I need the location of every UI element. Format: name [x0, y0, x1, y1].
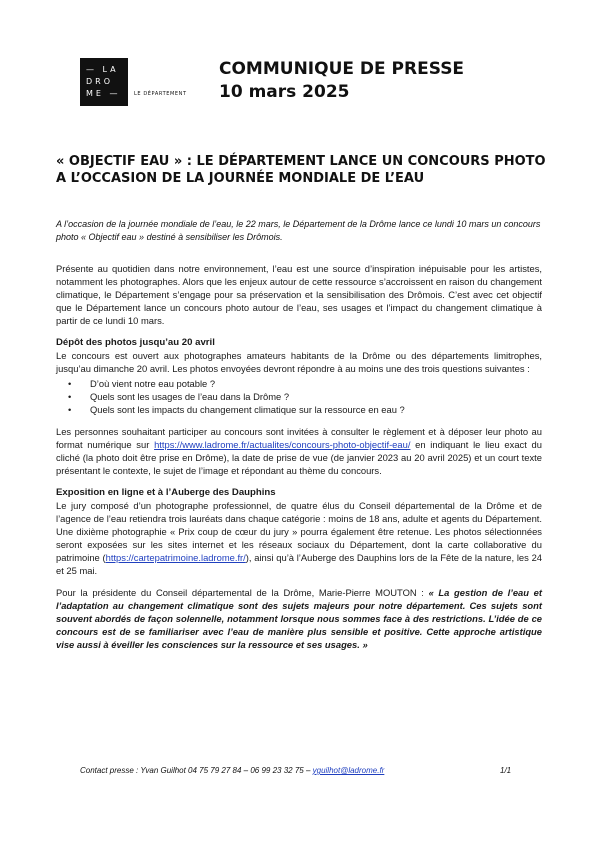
press-release-header: [219, 58, 464, 104]
contact-email-link[interactable]: yguilhot@ladrome.fr: [312, 766, 385, 775]
participation-text-before: Les personnes souhaitant participer au concours sont invitées à consulter le règlement et à déposer leur photo au format numérique sur: [56, 426, 542, 450]
list-item: [56, 390, 542, 403]
question-text: D’où vient notre eau potable ?: [90, 378, 216, 389]
contest-rules-paragraph: Le concours est ouvert aux photographes amateurs habitants de la Drôme ou des départements limitrophes, jusqu’au dimanche 20 avril. Les photos envoyées devront répondre à au moins une des trois questions suivantes :: [56, 350, 542, 374]
list-item: [56, 403, 542, 416]
jury-paragraph: [56, 499, 542, 577]
bullet-icon: •: [68, 378, 72, 389]
list-item: [56, 377, 542, 390]
logo-subtitle: LE DÉPARTEMENT: [134, 91, 187, 97]
question-text: Quels sont les impacts du changement climatique sur la ressource en eau ?: [90, 404, 405, 415]
press-release-title: COMMUNIQUE DE PRESSE: [219, 59, 465, 79]
participation-text-after: en indiquant le lieu exact du cliché (la photo doit être prise en Drôme), la date de prise de vue (de janvier 2023 au 20 avril 2025) et un court texte présentant le contexte, le sujet de l’image et répondant au thème du concours.: [56, 439, 542, 476]
press-release-date: 10 mars 2025: [219, 82, 350, 102]
section-heading-exhibition: Exposition en ligne et à l’Auberge des Dauphins: [56, 487, 276, 498]
heritage-map-link[interactable]: https://cartepatrimoine.ladrome.fr/: [105, 552, 246, 563]
bullet-icon: •: [68, 404, 72, 415]
jury-text-before: Le jury composé d’un photographe professionnel, de quatre élus du Conseil départemental de la Drôme et de l’agence de l’eau retiendra trois lauréats dans chaque catégorie : moins de 18 ans, adulte et agents du Département. Une dixième photographie « Prix coup de cœur du jury » pourra également être retenue. Les photos sélectionnées seront exposées sur les sites internet et les réseaux sociaux du Département, dont la carte collaborative du patrimoine (: [56, 500, 542, 563]
logo-line-2: DRO: [86, 77, 114, 86]
questions-list: [56, 377, 542, 416]
lead-paragraph: A l’occasion de la journée mondiale de l’eau, le 22 mars, le Département de la Drôme lance ce lundi 10 mars un concours photo « Objectif eau » destiné à sensibiliser les Drômois.: [56, 219, 541, 242]
page-number: 1/1: [500, 766, 512, 775]
contact-text: Contact presse : Yvan Guilhot 04 75 79 27 84 – 06 99 23 32 75 –: [80, 766, 313, 775]
jury-text-after: ), ainsi qu’à l’Auberge des Dauphins lors de la Fête de la nature, les 24 et 25 mai.: [56, 552, 542, 576]
bullet-icon: •: [68, 391, 72, 402]
intro-paragraph: Présente au quotidien dans notre environnement, l’eau est une source d’inspiration inépuisable pour les artistes, notamment les photographes. Alors que les enjeux autour de cette ressource s’accroissent en raison du changement climatique, le Département s’engage pour sa préservation et la sensibilisation des Drômois. C’est avec cet objectif que le Département lance un concours photo autour de l’eau, ses usages et l’impact du changement climatique à partir de ce lundi 10 mars.: [56, 263, 542, 326]
question-text: Quels sont les usages de l’eau dans la Drôme ?: [90, 391, 290, 402]
logo-line-3: ME —: [86, 89, 121, 98]
press-contact: [80, 766, 520, 775]
president-quote: « La gestion de l’eau et l’adaptation au changement climatique sont des sujets majeurs pour notre département. Ces sujets sont souvent abordés de façon solennelle, notamment lorsque nous sommes face à des restrictions. L’idée de ce concours est de se familiariser avec l’eau de manière plus sensible et positive. Cette approche artistique vise aussi à éveiller les consciences sur la ressource et ses usages. »: [56, 587, 542, 650]
logo-line-1: — LA: [86, 65, 119, 74]
participation-paragraph: [56, 425, 542, 477]
section-heading-deposit: Dépôt des photos jusqu’au 20 avril: [56, 337, 215, 348]
president-quote-paragraph: [56, 586, 542, 651]
article-body: [56, 262, 542, 660]
ladrome-logo: [80, 58, 128, 106]
headline: « OBJECTIF EAU » : LE DÉPARTEMENT LANCE UN CONCOURS PHOTO A L’OCCASION DE LA JOURNÉE MONDIALE DE L’EAU: [56, 154, 546, 186]
quote-intro: Pour la présidente du Conseil départemental de la Drôme, Marie-Pierre MOUTON :: [56, 587, 429, 598]
contest-page-link[interactable]: https://www.ladrome.fr/actualites/concours-photo-objectif-eau/: [154, 439, 411, 450]
